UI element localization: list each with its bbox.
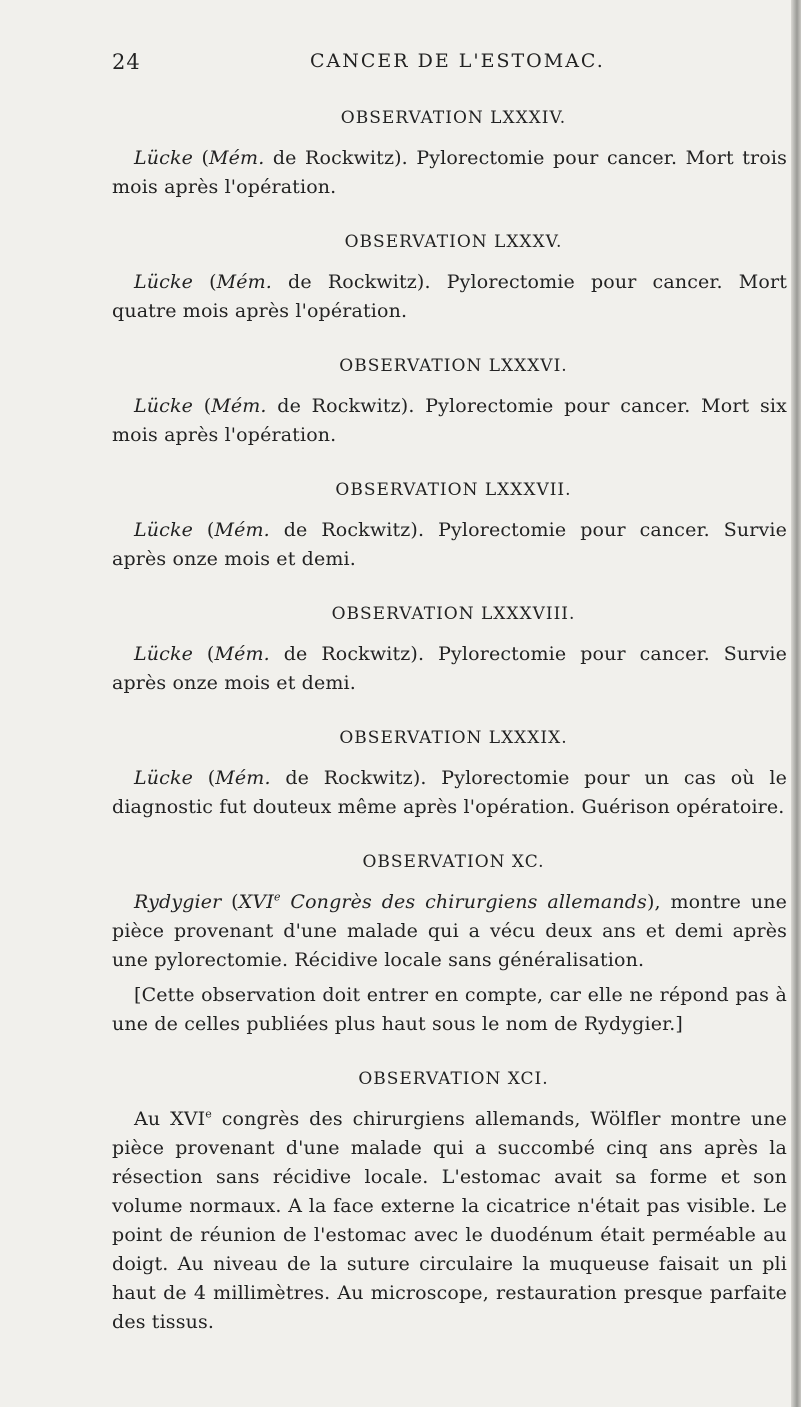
observation-body: de Rockwitz). Pylorectomie pour cancer. Survie après onze mois et demi. — [112, 519, 787, 570]
observation-intro: Au XVI — [134, 1108, 206, 1130]
observation-text-xci — [112, 1105, 787, 1337]
congress-name: Congrès des chirurgiens allemands — [280, 891, 647, 913]
page-header — [0, 50, 801, 80]
ordinal-suffix: e — [205, 1107, 212, 1121]
observation-title-lxxxviii: OBSERVATION LXXXVIII. — [331, 604, 576, 624]
reference-abbrev: Mém. — [214, 643, 270, 665]
observation-text-lxxxvii: Lücke (Mém. de Rockwitz). Pylorectomie pour cancer. Survie après onze mois et demi. — [112, 519, 787, 570]
congress-reference — [239, 891, 647, 913]
reference-abbrev: Mém. — [215, 767, 271, 789]
author-name: Lücke — [134, 395, 194, 417]
observation-title-lxxxv: OBSERVATION LXXXV. — [344, 232, 563, 252]
observation-body: de Rockwitz). Pylorectomie pour cancer. Mort quatre mois après l'opération. — [112, 271, 787, 322]
observation-text-lxxxiv: Lücke (Mém. de Rockwitz). Pylorectomie pour cancer. Mort trois mois après l'opération. — [112, 147, 787, 198]
observation-title-lxxxvi: OBSERVATION LXXXVI. — [339, 356, 568, 376]
ordinal-suffix: e — [273, 890, 281, 904]
observation-text-lxxxix: Lücke (Mém. de Rockwitz). Pylorectomie pour un cas où le diagnostic fut douteux même après l'opération. Guérison opératoire. — [112, 767, 787, 818]
observation-title-lxxxix: OBSERVATION LXXXIX. — [339, 728, 568, 748]
page-edge — [791, 0, 801, 1407]
observation-text-lxxxviii: Lücke (Mém. de Rockwitz). Pylorectomie pour cancer. Survie après onze mois et demi. — [112, 643, 787, 694]
running-title: CANCER DE L'ESTOMAC. — [310, 50, 605, 72]
observation-body: congrès des chirurgiens allemands, Wölfler montre une pièce provenant d'une malade qui a succombé cinq ans après la résection sans récidive locale. L'estomac avait sa forme et son volume normaux. A la face externe la cicatrice n'était pas visible. Le point de réunion de l'estomac avec le duodénum était perméable au doigt. Au niveau de la suture circulaire la muqueuse faisait un pli haut de 4 millimètres. Au microscope, restauration presque parfaite des tissus. — [112, 1108, 787, 1333]
author-name: Lücke — [134, 271, 194, 293]
observation-title-lxxxiv: OBSERVATION LXXXIV. — [340, 108, 567, 128]
observation-text-lxxxv: Lücke (Mém. de Rockwitz). Pylorectomie pour cancer. Mort quatre mois après l'opération. — [112, 271, 787, 322]
observation-body: de Rockwitz). Pylorectomie pour cancer. Survie après onze mois et demi. — [112, 643, 787, 694]
observation-text-xc: Rydygier (XVIe Congrès des chirurgiens allemands), montre une pièce provenant d'une malade qui a vécu deux ans et demi après une pylorectomie. Récidive locale sans généralisation. — [112, 890, 787, 971]
reference-abbrev: Mém. — [216, 271, 272, 293]
reference-abbrev: Mém. — [211, 395, 267, 417]
observation-body: ), montre une pièce provenant d'une malade qui a vécu deux ans et demi après une pylorectomie. Récidive locale sans généralisation. — [112, 891, 787, 971]
observation-note-xc: [Cette observation doit entrer en compte, car elle ne répond pas à une de celles publiées plus haut sous le nom de Rydygier.] — [112, 984, 787, 1035]
observation-text-lxxxvi: Lücke (Mém. de Rockwitz). Pylorectomie pour cancer. Mort six mois après l'opération. — [112, 395, 787, 446]
reference-abbrev: Mém. — [214, 519, 270, 541]
congress-number: XVI — [238, 891, 274, 913]
observation-title-lxxxvii: OBSERVATION LXXXVII. — [335, 480, 572, 500]
observation-body: de Rockwitz). Pylorectomie pour un cas où le diagnostic fut douteux même après l'opération. Guérison opératoire. — [112, 767, 787, 818]
reference-abbrev: Mém. — [209, 147, 265, 169]
author-name: Lücke — [134, 147, 194, 169]
author-name: Lücke — [134, 519, 194, 541]
observation-title-xc: OBSERVATION XC. — [362, 852, 545, 872]
page-content — [112, 108, 787, 1337]
observation-body: de Rockwitz). Pylorectomie pour cancer. Mort six mois après l'opération. — [112, 395, 787, 446]
observation-body: de Rockwitz). Pylorectomie pour cancer. Mort trois mois après l'opération. — [112, 147, 787, 198]
author-name: Lücke — [134, 767, 194, 789]
author-name: Lücke — [134, 643, 194, 665]
author-name: Rydygier — [134, 891, 222, 913]
observation-title-xci: OBSERVATION XCI. — [358, 1069, 549, 1089]
page-number: 24 — [112, 50, 141, 74]
